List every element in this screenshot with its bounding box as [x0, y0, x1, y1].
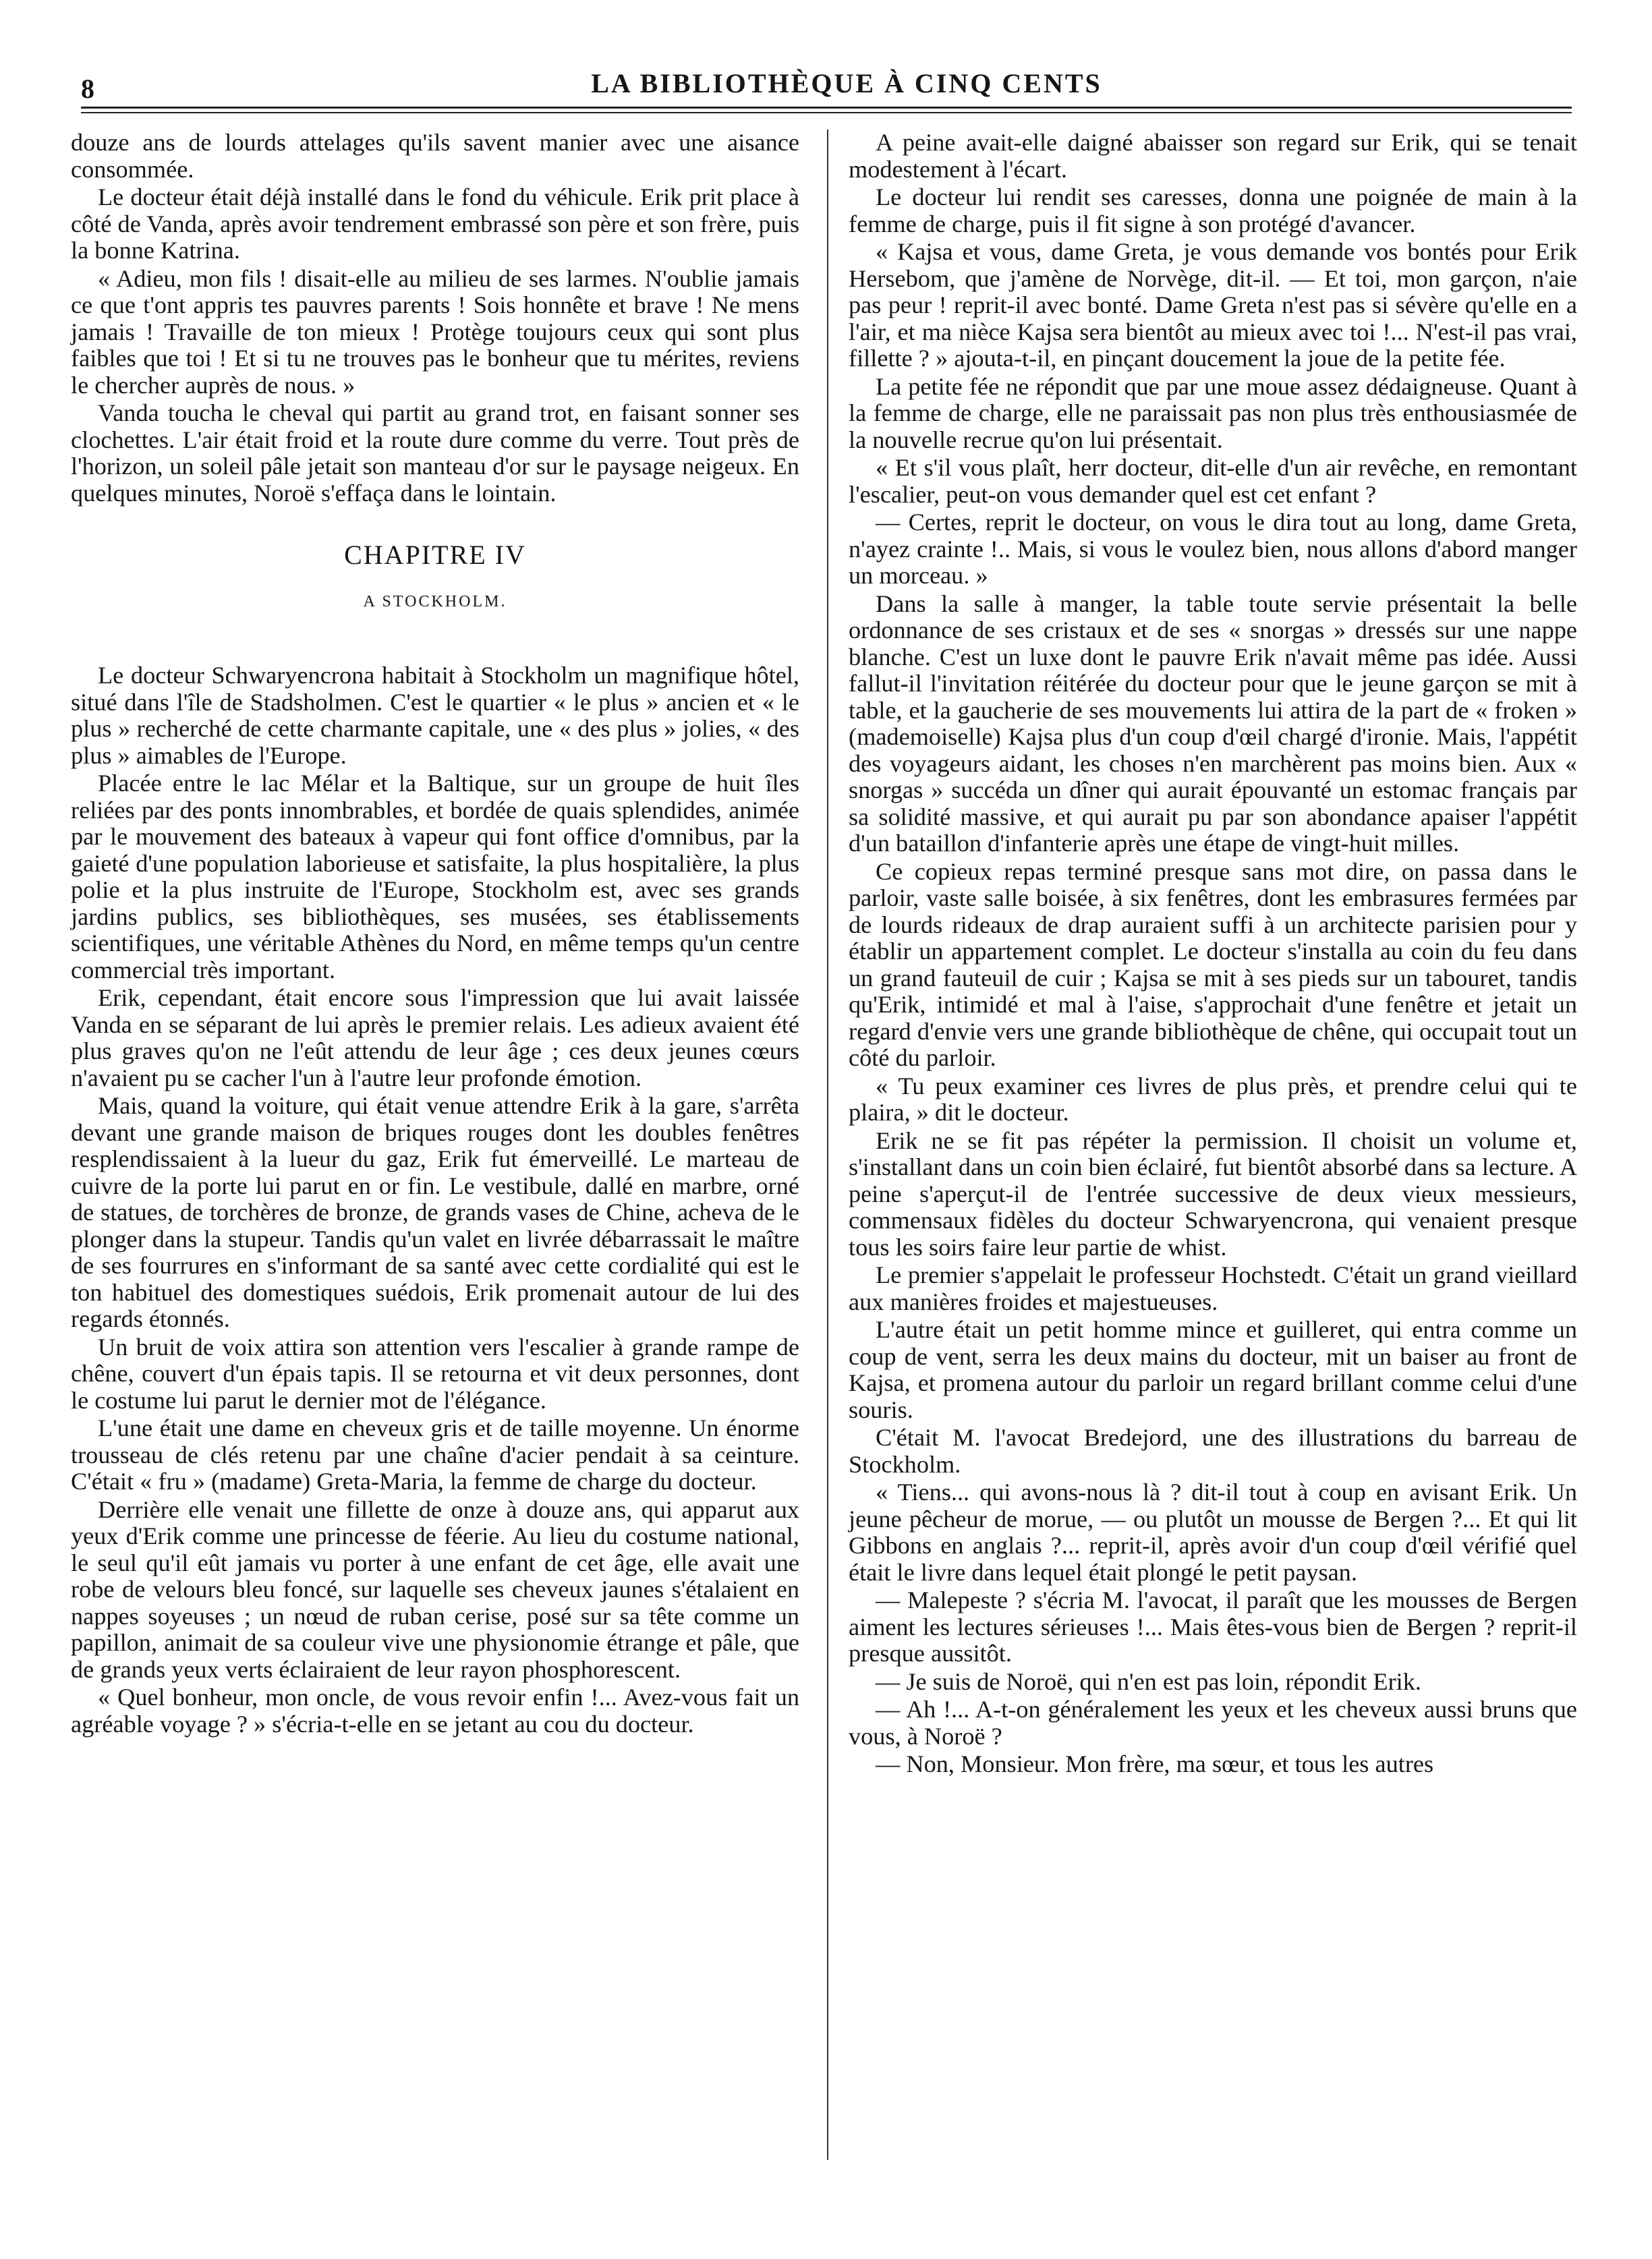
- paragraph: Le docteur était déjà installé dans le fond du véhicule. Erik prit place à côté de Vanda, après avoir tendrement embrassé son père et son frère, puis la bonne Katrina.: [71, 183, 799, 264]
- paragraph: « Adieu, mon fils ! disait-elle au milieu de ses larmes. N'oublie jamais ce que t'ont appris tes pauvres parents ! Sois honnête et brave ! Ne mens jamais ! Travaille de ton mieux ! Protège toujours ceux qui sont plus faibles que toi ! Et si tu ne trouves pas le bonheur que tu mérites, reviens le chercher auprès de nous. »: [71, 264, 799, 399]
- paragraph: douze ans de lourds attelages qu'ils savent manier avec une aisance consommée.: [71, 129, 799, 183]
- paragraph: « Tiens... qui avons-nous là ? dit-il tout à coup en avisant Erik. Un jeune pêcheur de morue, — ou plutôt un mousse de Bergen ?... Et qui lit Gibbons en anglais ?... reprit-il, après avoir d'un coup d'œil vérifié quel était le livre dans lequel était plongé le petit paysan.: [849, 1479, 1577, 1586]
- paragraph: Erik, cependant, était encore sous l'impression que lui avait laissée Vanda en se séparant de lui après le premier relais. Les adieux avaient été plus graves qu'on ne l'eût attendu de leur âge ; ces deux jeunes cœurs n'avaient pu se cacher l'un à l'autre leur profonde émotion.: [71, 984, 799, 1091]
- paragraph: — Certes, reprit le docteur, on vous le dira tout au long, dame Greta, n'ayez crainte !.. Mais, si vous le voulez bien, nous allons d'abord manger un morceau. »: [849, 509, 1577, 589]
- paragraph: Dans la salle à manger, la table toute servie présentait la belle ordonnance de ses cristaux et de ses « snorgas » dressés sur une nappe blanche. C'est un luxe dont le pauvre Erik n'avait même pas idée. Aussi fallut-il l'invitation réitérée du docteur pour que le jeune garçon se mit à table, et la gaucherie de ses mouvements lui attira de la part de « froken » (mademoiselle) Kajsa plus d'un coup d'œil chargé d'ironie. Mais, l'appétit des voyageurs aidant, les choses n'en marchèrent pas moins bien. Aux « snorgas » succéda un dîner qui aurait épouvanté un estomac français par sa solidité massive, et qui aurait pu par son abondance apaiser l'appétit d'un bataillon d'infanterie après une étape de vingt-huit milles.: [849, 590, 1577, 857]
- paragraph: — Je suis de Noroë, qui n'en est pas loin, répondit Erik.: [876, 1667, 1421, 1695]
- page-number: 8: [81, 74, 94, 104]
- paragraph: L'une était une dame en cheveux gris et de taille moyenne. Un énorme trousseau de clés retenu par une chaîne d'acier pendait à sa ceinture. C'était « fru » (madame) Greta-Maria, la femme de charge du docteur.: [71, 1414, 799, 1495]
- paragraph: — Non, Monsieur. Mon frère, ma sœur, et tous les autres: [876, 1750, 1434, 1777]
- paragraph: L'autre était un petit homme mince et guilleret, qui entra comme un coup de vent, serra les deux mains du docteur, mit un baiser au front de Kajsa, et promena autour du parloir un regard brillant comme celui d'une souris.: [849, 1316, 1577, 1423]
- paragraph: « Quel bonheur, mon oncle, de vous revoir enfin !... Avez-vous fait un agréable voyage ? » s'écria-t-elle en se jetant au cou du docteur.: [71, 1684, 799, 1738]
- paragraph: Le premier s'appelait le professeur Hochstedt. C'était un grand vieillard aux manières froides et majestueuses.: [849, 1261, 1577, 1315]
- paragraph: Derrière elle venait une fillette de onze à douze ans, qui apparut aux yeux d'Erik comme une princesse de féerie. Au lieu du costume national, le seul qu'il eût jamais vu porter à une enfant de cet âge, elle avait une robe de velours bleu foncé, sur laquelle ses cheveux jaunes s'étalaient en nappes soyeuses ; un nœud de ruban cerise, posé sur sa tête comme un papillon, animait de sa couleur vive une physionomie étrange et pâle, que de grands yeux verts éclairaient de leur rayon phosphorescent.: [71, 1495, 799, 1683]
- chapter-title: CHAPITRE IV: [344, 540, 526, 570]
- chapter-subtitle: A STOCKHOLM.: [363, 592, 507, 610]
- paragraph: C'était M. l'avocat Bredejord, une des illustrations du barreau de Stockholm.: [849, 1424, 1577, 1478]
- header-rule: [81, 107, 1572, 109]
- paragraph: Le docteur lui rendit ses caresses, donna une poignée de main à la femme de charge, puis il fit signe à son protégé d'avancer.: [849, 183, 1577, 237]
- paragraph: « Kajsa et vous, dame Greta, je vous demande vos bontés pour Erik Hersebom, que j'amène de Norvège, dit-il. — Et toi, mon garçon, n'aie pas peur ! reprit-il avec bonté. Dame Greta n'est pas si sévère qu'elle en a l'air, et ma nièce Kajsa sera bientôt au mieux avec toi !... N'est-il pas vrai, fillette ? » ajouta-t-il, en pinçant doucement la joue de la petite fée.: [849, 238, 1577, 372]
- paragraph: Placée entre le lac Mélar et la Baltique, sur un groupe de huit îles reliées par des ponts innombrables, et bordée de quais splendides, animée par le mouvement des bateaux à vapeur qui font office d'omnibus, par la gaieté d'une population laborieuse et satisfaite, la plus hospitalière, la plus polie et la plus instruite de l'Europe, Stockholm est, avec ses grands jardins publics, ses bibliothèques, ses musées, ses établissements scientifiques, une véritable Athènes du Nord, en même temps qu'un centre commercial très important.: [71, 770, 799, 983]
- paragraph: Ce copieux repas terminé presque sans mot dire, on passa dans le parloir, vaste salle boisée, à six fenêtres, dont les embrasures fermées par de lourds rideaux de drap auraient suffi à un architecte parisien pour y établir un appartement complet. Le docteur s'installa au coin du feu dans un grand fauteuil de cuir ; Kajsa se mit à ses pieds sur un tabouret, tandis qu'Erik, intimidé et mal à l'aise, s'approchait d'une fenêtre et jetait un regard d'envie vers une grande bibliothèque de chêne, qui occupait tout un côté du parloir.: [849, 857, 1577, 1071]
- paragraph: « Tu peux examiner ces livres de plus près, et prendre celui qui te plaira, » dit le docteur.: [849, 1072, 1577, 1126]
- paragraph: Un bruit de voix attira son attention vers l'escalier à grande rampe de chêne, couvert d'un épais tapis. Il se retourna et vit deux personnes, dont le costume lui parut le dernier mot de l'élégance.: [71, 1333, 799, 1414]
- paragraph: Erik ne se fit pas répéter la permission. Il choisit un volume et, s'installant dans un coin bien éclairé, fut bientôt absorbé dans sa lecture. A peine s'aperçut-il de l'entrée successive de deux vieux messieurs, commensaux fidèles du docteur Schwaryencrona, qui venaient presque tous les soirs faire leur partie de whist.: [849, 1126, 1577, 1261]
- paragraph: Vanda toucha le cheval qui partit au grand trot, en faisant sonner ses clochettes. L'air était froid et la route dure comme du verre. Tout près de l'horizon, un soleil pâle jetait son manteau d'or sur le paysage neigeux. En quelques minutes, Noroë s'effaça dans le lointain.: [71, 399, 799, 507]
- right-column: [849, 130, 1577, 1779]
- paragraph: Le docteur Schwaryencrona habitait à Stockholm un magnifique hôtel, situé dans l'île de Stadsholmen. C'est le quartier « le plus » ancien et « le plus » recherché de cette charmante capitale, une « des plus » jolies, « des plus » aimables de l'Europe.: [71, 662, 799, 769]
- running-title: LA BIBLIOTHÈQUE À CINQ CENTS: [591, 68, 1102, 98]
- column-divider: [827, 130, 828, 2160]
- paragraph: A peine avait-elle daigné abaisser son regard sur Erik, qui se tenait modestement à l'écart.: [849, 129, 1577, 183]
- paragraph: — Ah !... A-t-on généralement les yeux et les cheveux aussi bruns que vous, à Noroë ?: [849, 1696, 1577, 1750]
- left-column: [71, 130, 799, 1739]
- paragraph: — Malepeste ? s'écria M. l'avocat, il paraît que les mousses de Bergen aiment les lectures sérieuses !... Mais êtes-vous bien de Bergen ? reprit-il presque aussitôt.: [849, 1586, 1577, 1667]
- header-rule-thin: [81, 112, 1572, 113]
- paragraph: Mais, quand la voiture, qui était venue attendre Erik à la gare, s'arrêta devant une grande maison de briques rouges dont les doubles fenêtres resplendissaient à la lueur du gaz, Erik fut émerveillé. Le marteau de cuivre de la porte lui parut en or fin. Le vestibule, dallé en marbre, orné de statues, de torchères de bronze, de grands vases de Chine, acheva de le plonger dans la stupeur. Tandis qu'un valet en livrée débarrassait le maître de ses fourrures en s'informant de sa santé avec cette cordialité qui est le ton habituel des domestiques suédois, Erik promenait autour de lui des regards étonnés.: [71, 1092, 799, 1332]
- paragraph: « Et s'il vous plaît, herr docteur, dit-elle d'un air revêche, en remontant l'escalier, peut-on vous demander quel est cet enfant ?: [849, 454, 1577, 508]
- paragraph: La petite fée ne répondit que par une moue assez dédaigneuse. Quant à la femme de charge, elle ne paraissait pas non plus très enthousiasmée de la nouvelle recrue qu'on lui présentait.: [849, 372, 1577, 453]
